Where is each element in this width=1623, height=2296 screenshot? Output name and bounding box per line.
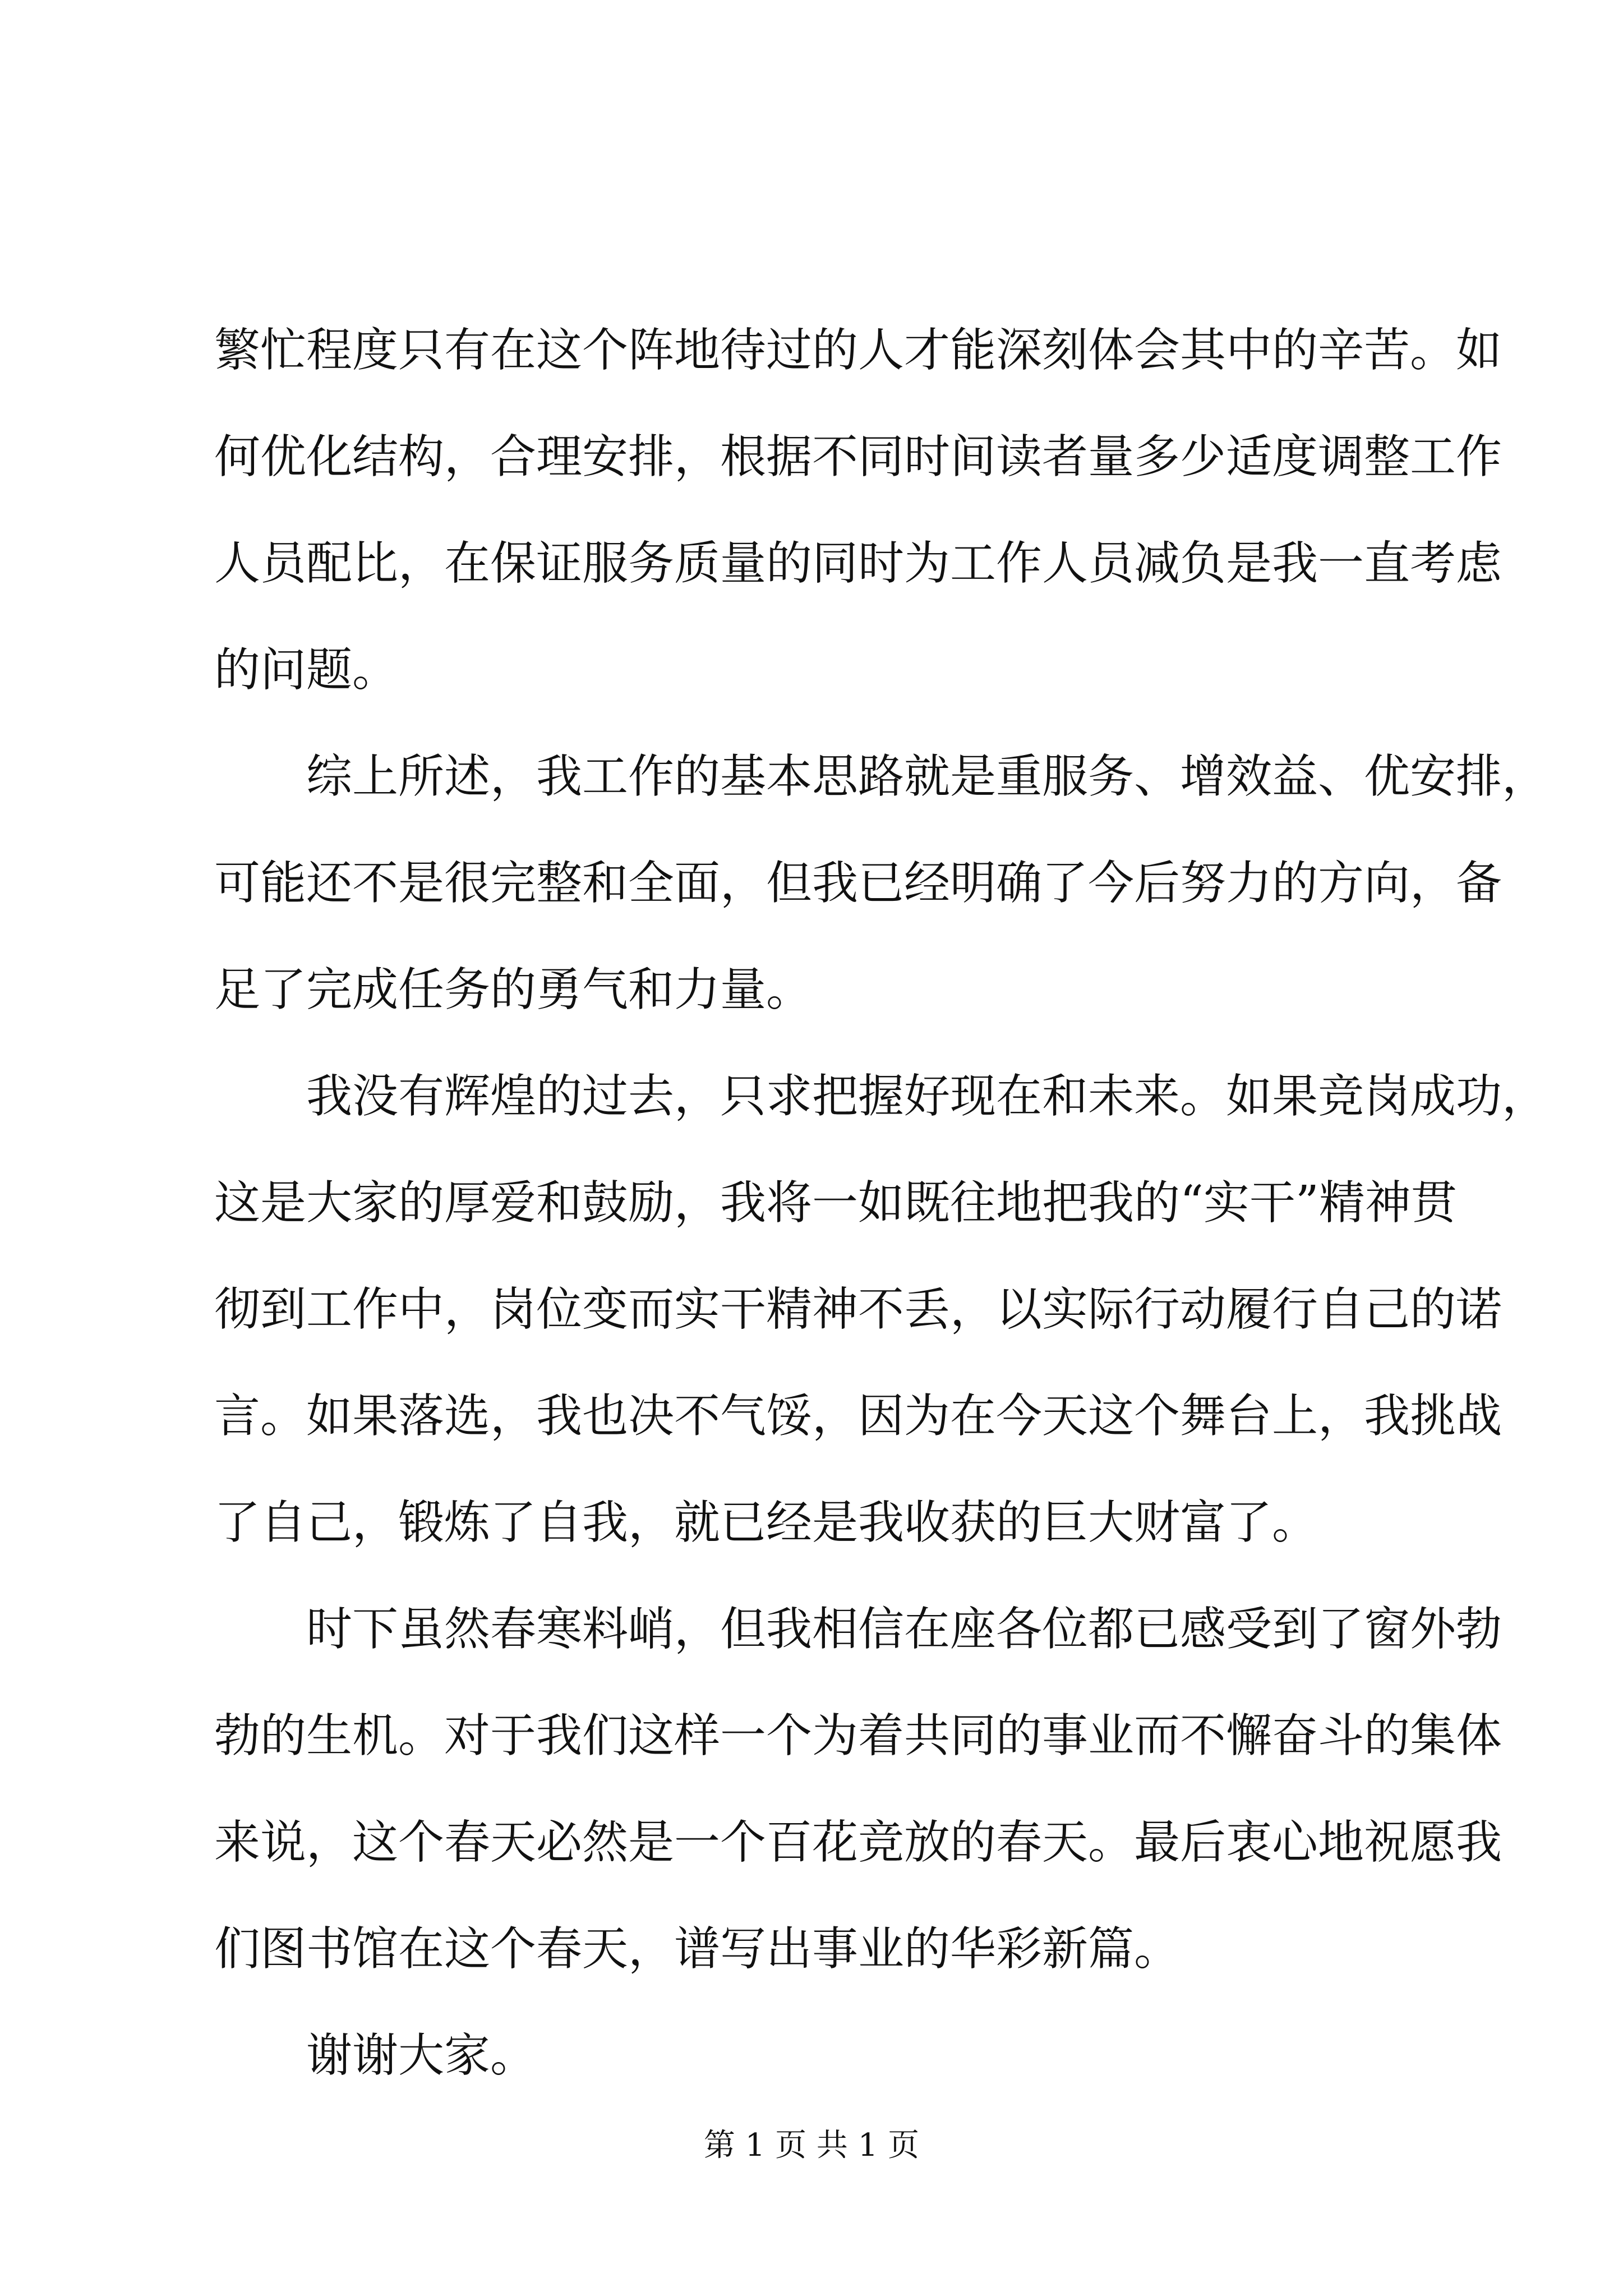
body-text xyxy=(214,297,1548,2109)
page-number-footer: 第 1 页 共 1 页 xyxy=(703,2127,920,2164)
text-line: 了自己，锻炼了自我，就已经是我收获的巨大财富了。 xyxy=(214,1496,1318,1549)
text-line: 勃的生机。对于我们这样一个为着共同的事业而不懈奋斗的集体 xyxy=(214,1709,1502,1763)
text-line: 彻到工作中，岗位变而实干精神不丢，以实际行动履行自己的诺 xyxy=(214,1283,1502,1336)
text-line: 这是大家的厚爱和鼓励，我将一如既往地把我的“实干”精神贯 xyxy=(214,1176,1457,1230)
text-line: 时下虽然春寒料峭，但我相信在座各位都已感受到了窗外勃 xyxy=(306,1603,1502,1656)
text-line: 繁忙程度只有在这个阵地待过的人才能深刻体会其中的辛苦。如 xyxy=(214,324,1502,377)
text-line: 们图书馆在这个春天，谱写出事业的华彩新篇。 xyxy=(214,1922,1181,1976)
text-line: 可能还不是很完整和全面，但我已经明确了今后努力的方向，备 xyxy=(214,857,1502,910)
text-line: 综上所述，我工作的基本思路就是重服务、增效益、优安排， xyxy=(306,750,1548,803)
text-line: 的问题。 xyxy=(214,643,399,697)
text-line: 我没有辉煌的过去，只求把握好现在和未来。如果竞岗成功， xyxy=(306,1070,1548,1123)
text-line: 何优化结构，合理安排，根据不同时间读者量多少适度调整工作 xyxy=(214,430,1502,484)
text-line: 来说，这个春天必然是一个百花竞放的春天。最后衷心地祝愿我 xyxy=(214,1816,1502,1869)
text-line: 足了完成任务的勇气和力量。 xyxy=(214,963,813,1016)
text-line: 人员配比，在保证服务质量的同时为工作人员减负是我一直考虑 xyxy=(214,537,1502,590)
text-line: 言。如果落选，我也决不气馁，因为在今天这个舞台上，我挑战 xyxy=(214,1389,1502,1443)
text-line: 谢谢大家。 xyxy=(306,2029,537,2082)
